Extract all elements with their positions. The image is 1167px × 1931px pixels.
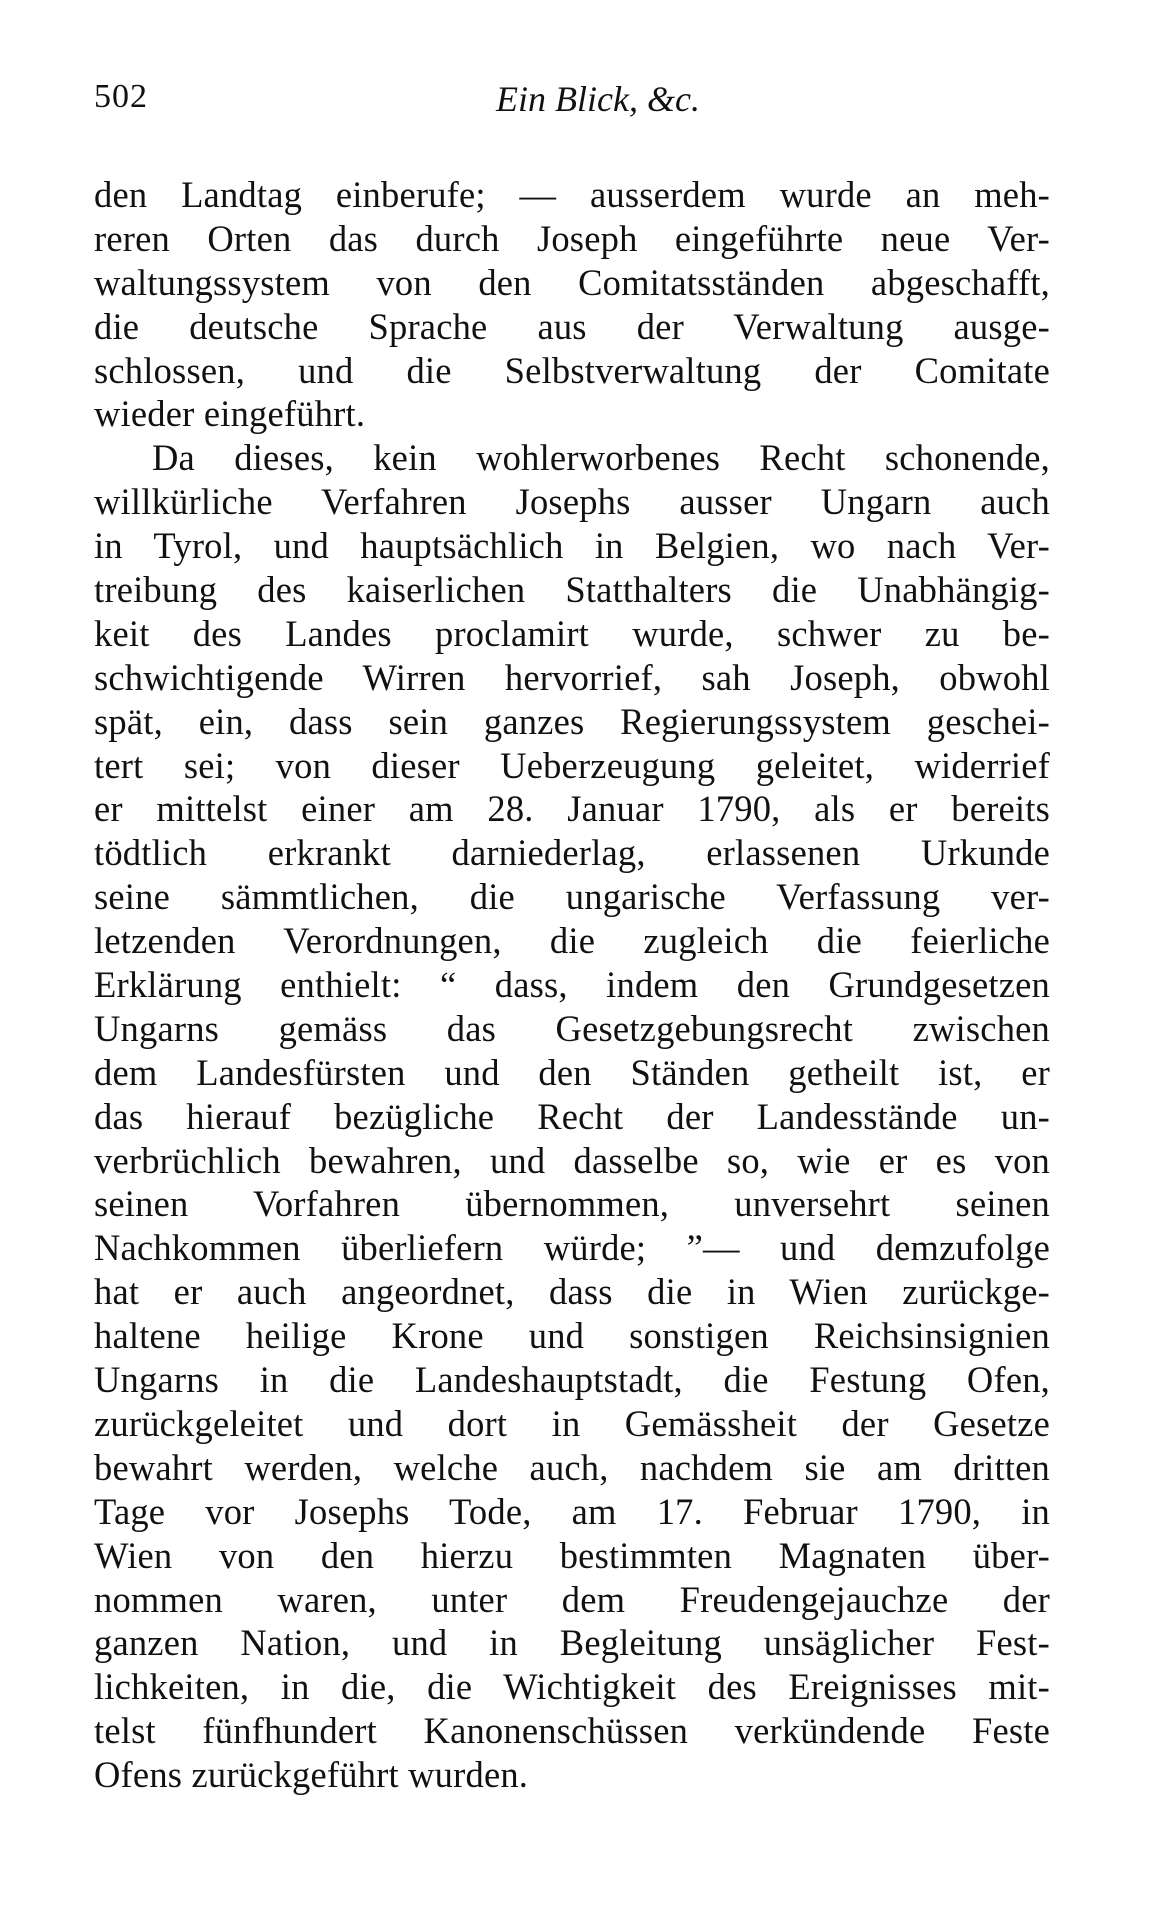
text-line: in Tyrol, und hauptsächlich in Belgien, wo nach Ver- xyxy=(94,525,1050,567)
text-line: tert sei; von dieser Ueberzeugung geleitet, widerrief xyxy=(94,744,1050,786)
text-line: seinen Vorfahren übernommen, unversehrt seinen xyxy=(94,1183,1050,1225)
text-line: dem Landesfürsten und den Ständen getheilt ist, er xyxy=(94,1051,1050,1093)
text-line: nommen waren, unter dem Freudengejauchze der xyxy=(94,1578,1050,1620)
paragraph-start-line: Da dieses, kein wohlerworbenes Recht schonende, xyxy=(152,437,1050,479)
text-line: schlossen, und die Selbstverwaltung der Comitate xyxy=(94,349,1050,391)
text-line: zurückgeleitet und dort in Gemässheit der Gesetze xyxy=(94,1402,1050,1444)
text-line: schwichtigende Wirren hervorrief, sah Joseph, obwohl xyxy=(94,656,1050,698)
text-line: das hierauf bezügliche Recht der Landesstände un- xyxy=(94,1095,1050,1137)
text-line: verbrüchlich bewahren, und dasselbe so, wie er es von xyxy=(94,1139,1050,1181)
text-line: Tage vor Josephs Tode, am 17. Februar 1790, in xyxy=(94,1490,1050,1532)
text-line: bewahrt werden, welche auch, nachdem sie am dritten xyxy=(94,1446,1050,1488)
text-line: Erklärung enthielt: “ dass, indem den Grundgesetzen xyxy=(94,964,1050,1006)
text-line: Ungarns in die Landeshauptstadt, die Festung Ofen, xyxy=(94,1359,1050,1401)
running-title: Ein Blick, &c. xyxy=(496,79,700,119)
text-line: spät, ein, dass sein ganzes Regierungssystem geschei- xyxy=(94,700,1050,742)
running-head xyxy=(94,78,1062,128)
text-line: Wien von den hierzu bestimmten Magnaten über- xyxy=(94,1534,1050,1576)
text-line: willkürliche Verfahren Josephs ausser Ungarn auch xyxy=(94,481,1050,523)
text-line: ganzen Nation, und in Begleitung unsäglicher Fest- xyxy=(94,1622,1050,1664)
body-text xyxy=(94,173,1050,1797)
text-line: die deutsche Sprache aus der Verwaltung ausge- xyxy=(94,305,1050,347)
text-line: Ungarns gemäss das Gesetzgebungsrecht zwischen xyxy=(94,1007,1050,1049)
text-line: seine sämmtlichen, die ungarische Verfassung ver- xyxy=(94,876,1050,918)
text-line: waltungssystem von den Comitatsständen abgeschafft, xyxy=(94,261,1050,303)
text-line: reren Orten das durch Joseph eingeführte neue Ver- xyxy=(94,217,1050,259)
text-line: lichkeiten, in die, die Wichtigkeit des Ereignisses mit- xyxy=(94,1666,1050,1708)
text-line: keit des Landes proclamirt wurde, schwer zu be- xyxy=(94,612,1050,654)
text-line: er mittelst einer am 28. Januar 1790, als er bereits xyxy=(94,788,1050,830)
text-line: Ofens zurückgeführt wurden. xyxy=(94,1754,529,1796)
text-line: letzenden Verordnungen, die zugleich die feierliche xyxy=(94,920,1050,962)
text-line: hat er auch angeordnet, dass die in Wien zurückge- xyxy=(94,1271,1050,1313)
text-line: Nachkommen überliefern würde; ”— und demzufolge xyxy=(94,1227,1050,1269)
text-line: telst fünfhundert Kanonenschüssen verkündende Feste xyxy=(94,1710,1050,1752)
text-line: treibung des kaiserlichen Statthalters die Unabhängig- xyxy=(94,569,1050,611)
text-line: tödtlich erkrankt darniederlag, erlassenen Urkunde xyxy=(94,832,1050,874)
text-line: haltene heilige Krone und sonstigen Reichsinsignien xyxy=(94,1315,1050,1357)
text-line: wieder eingeführt. xyxy=(94,393,366,435)
text-line: den Landtag einberufe; — ausserdem wurde an meh- xyxy=(94,174,1050,215)
page-number: 502 xyxy=(94,78,148,115)
